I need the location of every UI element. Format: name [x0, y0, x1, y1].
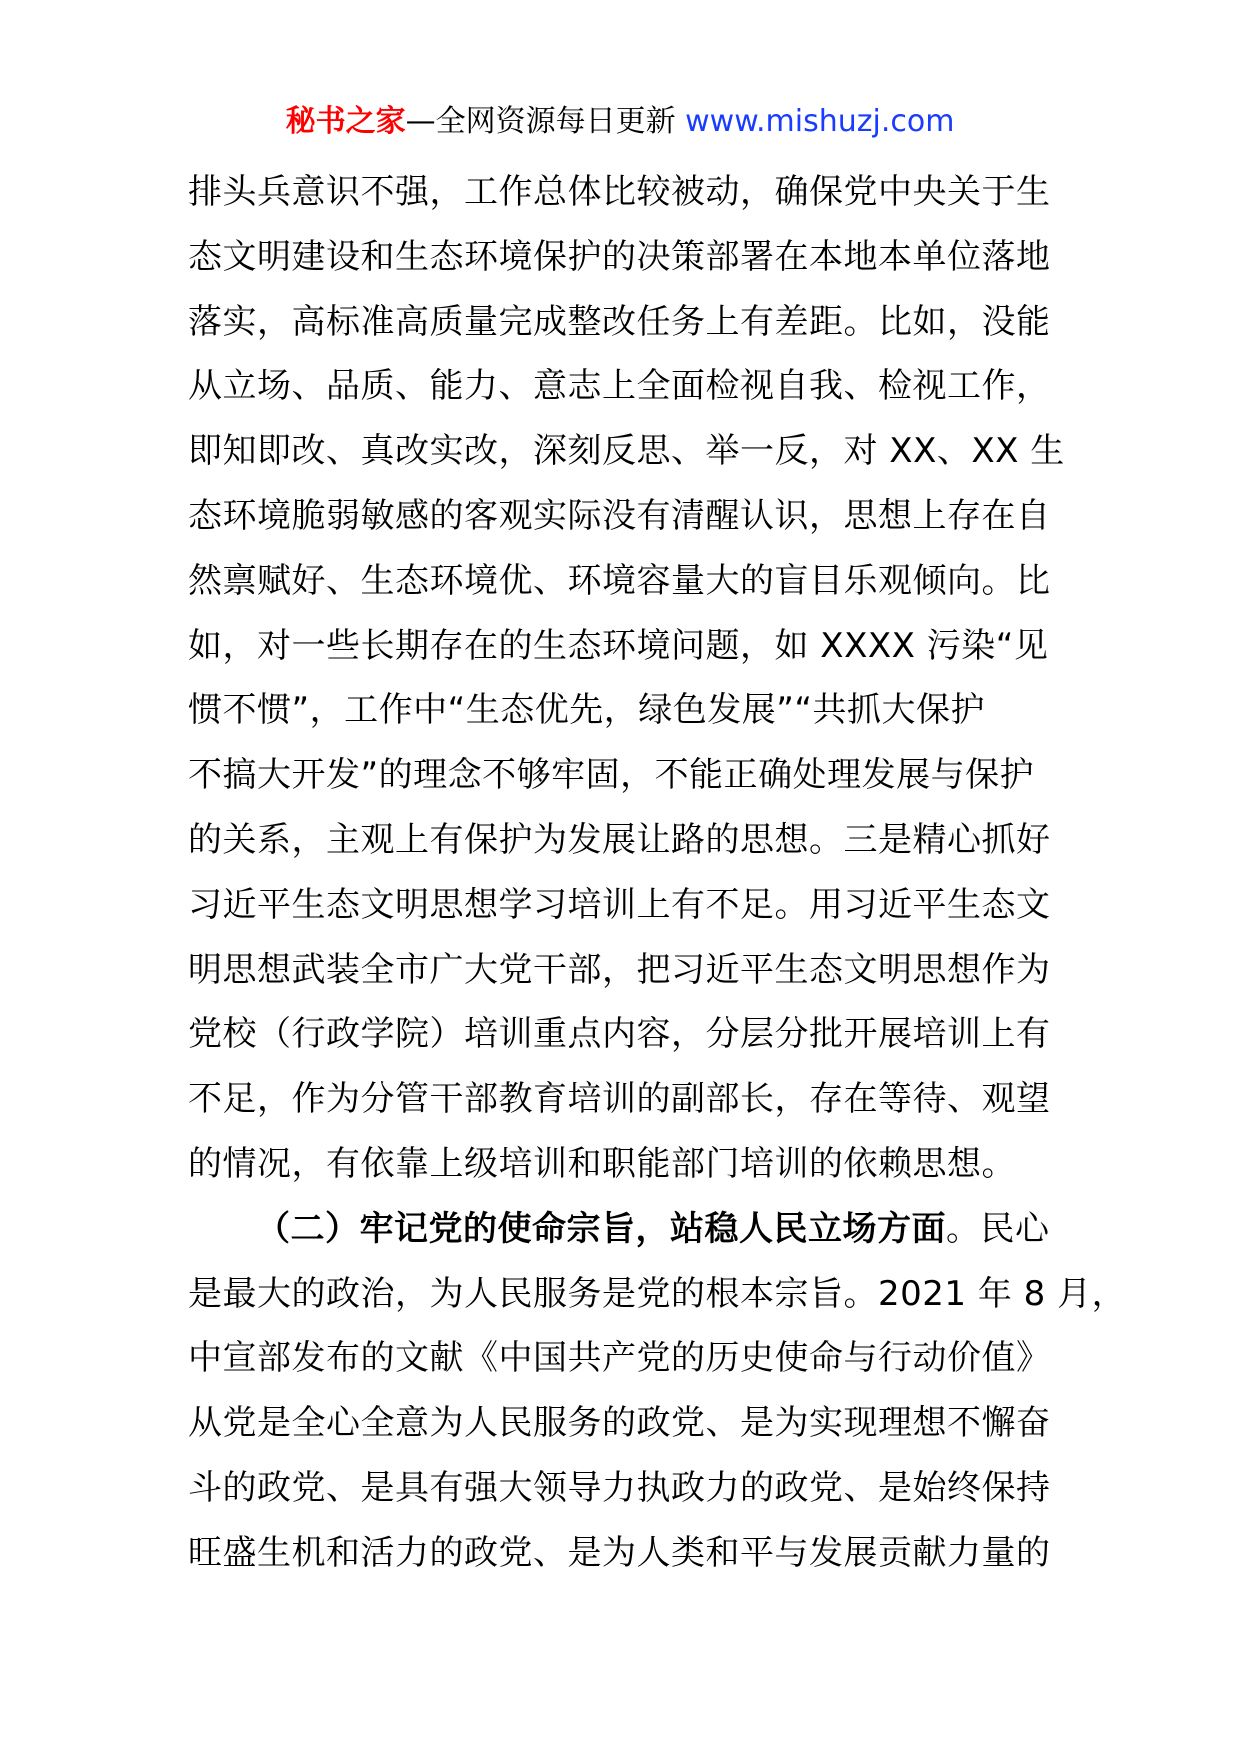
- body-line: 从党是全心全意为人民服务的政党、是为实现理想不懈奋: [188, 1403, 1051, 1444]
- body-line: 态文明建设和生态环境保护的决策部署在本地本单位落地: [188, 236, 1051, 277]
- body-line: 明思想武装全市广大党干部，把习近平生态文明思想作为: [188, 949, 1051, 990]
- section-heading-tail: 。民心: [946, 1208, 1050, 1249]
- body-line: 落实，高标准高质量完成整改任务上有差距。比如，没能: [188, 301, 1051, 342]
- body-line: 不搞大开发”的理念不够牢固，不能正确处理发展与保护: [188, 755, 1035, 796]
- document-body: [188, 160, 1127, 1586]
- site-link[interactable]: www.mishuzj.com: [685, 104, 955, 139]
- body-line: 从立场、品质、能力、意志上全面检视自我、检视工作，: [188, 366, 1051, 407]
- section-heading: （二）牢记党的使命宗旨，站稳人民立场方面: [256, 1208, 946, 1249]
- body-line: 习近平生态文明思想学习培训上有不足。用习近平生态文: [188, 884, 1051, 925]
- body-line: 的情况，有依靠上级培训和职能部门培训的依赖思想。: [188, 1143, 1016, 1184]
- brand-name: 秘书之家: [285, 104, 406, 139]
- body-line: 中宣部发布的文献《中国共产党的历史使命与行动价值》: [188, 1338, 1051, 1379]
- body-line: 的关系，主观上有保护为发展让路的思想。三是精心抓好: [188, 819, 1051, 860]
- body-line: 不足，作为分管干部教育培训的副部长，存在等待、观望: [188, 1079, 1051, 1120]
- page-header: [0, 100, 1240, 144]
- body-line: 是最大的政治，为人民服务是党的根本宗旨。2021 年 8 月，: [188, 1273, 1127, 1314]
- body-line: 态环境脆弱敏感的客观实际没有清醒认识，思想上存在自: [188, 495, 1051, 536]
- body-line: 然禀赋好、生态环境优、环境容量大的盲目乐观倾向。比: [188, 560, 1051, 601]
- body-line: 如，对一些长期存在的生态环境问题，如 XXXX 污染“见: [188, 625, 1049, 666]
- body-line: 惯不惯”，工作中“生态优先，绿色发展”“共抓大保护: [188, 690, 985, 731]
- body-line: 斗的政党、是具有强大领导力执政力的政党、是始终保持: [188, 1467, 1051, 1508]
- section-heading-line: [188, 1197, 1068, 1262]
- body-line: 党校（行政学院）培训重点内容，分层分批开展培训上有: [188, 1014, 1051, 1055]
- body-line: 旺盛生机和活力的政党、是为人类和平与发展贡献力量的: [188, 1532, 1051, 1573]
- header-tagline: —全网资源每日更新: [405, 104, 686, 139]
- body-line: 排头兵意识不强，工作总体比较被动，确保党中央关于生: [188, 172, 1051, 212]
- body-line: 即知即改、真改实改，深刻反思、举一反，对 XX、XX 生: [188, 431, 1065, 472]
